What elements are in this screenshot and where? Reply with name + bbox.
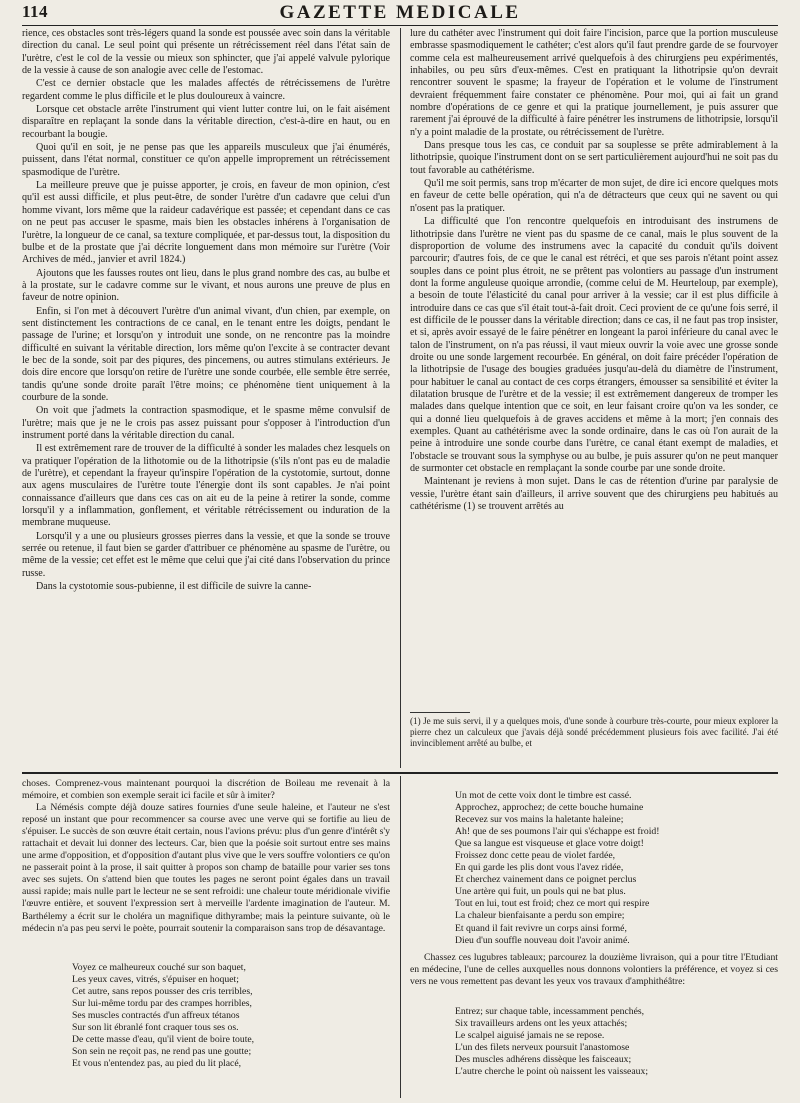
paragraph: Ajoutons que les fausses routes ont lieu, dans le plus grand nombre des cas, au bulbe et à la prostate, sur le cadavre comme sur le vivant, et nous aurons une preuve de plus en faveur de notre opinion. [22,267,390,304]
paragraph: C'est ce dernier obstacle que les malades affectés de rétrécissemens de l'urètre regardent comme le plus difficile et le plus douloureux à vaincre. [22,78,390,102]
paragraph: Il est extrêmement rare de trouver de la difficulté à sonder les malades chez lesquels on va pratiquer l'opération de la lithotomie ou de la lithotripsie (s'ils n'ont pas eu de maladie de l'urètre), et cependant la frayeur qu'inspire l'opération de la cystotomie, surtout, donne aux agens musculaires de l'urètre toute l'énergie dont ils sont capables. Je n'ai point connaissance d'ailleurs que dans ces cas on ait eu de la peine à retirer la sonde, comme lorsqu'il y a inflammation, gonflement, et véritable rétrécissement ou induration de la membrane muqueuse. [22,443,390,529]
paragraph: Lorsque cet obstacle arrête l'instrument qui vient lutter contre lui, on le fait aisément disparaître en replaçant la sonde dans la véritable direction, c'est-à-dire en haut, ou en recourbant la bougie. [22,104,390,140]
footnote-rule [410,712,470,713]
verse-line: La chaleur bienfaisante a perdu son empire; [455,910,625,922]
verse-line: Et vous n'entendez pas, au pied du lit placé, [72,1058,242,1070]
paragraph: Lorsqu'il y a une ou plusieurs grosses pierres dans la vessie, et que la sonde se trouve serrée ou retenue, il faut bien se garder d'attribuer ce phénomène au spasme de l'urètre, ou même de la vessie; cet effet est le même que celui que j'ai cité dans l'observation du prince russe. [22,530,390,579]
paragraph: Qu'il me soit permis, sans trop m'écarter de mon sujet, de dire ici encore quelques mots en faveur de cette belle opération, qui n'a de détracteurs que ceux qui ne savent ou qui n'osent pas la pratiquer. [410,178,778,214]
left-column [22,28,390,768]
footnote: (1) Je me suis servi, il y a quelques mois, d'une sonde à courbure très-courte, pour mieux explorer la pierre chez un calculeux que j'avais déjà sondé précédemment plusieurs fois avec facilité. J'ai été invinciblement arrêté au bulbe, et [410,716,778,749]
verse-line: Des muscles adhérens dissèque les faisceaux; [455,1054,632,1066]
verse-line: Dieu d'un souffle nouveau doit l'avoir animé. [455,934,630,946]
verse-line: Froissez donc cette peau de violet fardée, [455,850,616,862]
journal-title: GAZETTE MEDICALE [279,2,521,23]
paragraph: Dans presque tous les cas, ce conduit par sa souplesse se prête admirablement à la lithotripsie, quoique l'instrument dont on se sert particulièrement aujourd'hui ne soit pas du tout favorable au cathétérisme. [410,140,778,176]
verse-line: Approchez, approchez; de cette bouche humaine [455,802,644,814]
verse-line: De cette masse d'eau, qu'il vient de boire toute, [72,1034,255,1046]
page-number: 114 [22,2,49,21]
paragraph: Chassez ces lugubres tableaux; parcourez la douzième livraison, qui a pour titre l'Etudiant en médecine, l'une de celles auxquelles nous donnons volontiers la préférence, et voyez si ces vers ne vous remettent pas devant les yeux vos travaux d'amphithéâtre: [410,952,778,988]
verse-line: Entrez; sur chaque table, incessamment penchés, [455,1006,645,1017]
verse-line: Sur lui-même tordu par des crampes horribles, [72,998,252,1010]
paragraph: rience, ces obstacles sont très-légers quand la sonde est poussée avec soin dans la véritable direction du canal. Le seul point qui présente un rétrécissement réel dans l'état sain de l'urètre, c'est le col de la vessie ou mieux son sphincter, que j'ai appelé valvule pylorique de la vessie à cause de son analogie avec celle de l'estomac. [22,28,390,77]
paragraph: choses. Comprenez-vous maintenant pourquoi la discrétion de Boileau me revenait à la mémoire, et combien son exemple serait ici facile et sûr à imiter? [22,778,390,802]
verse-line: Sur son lit ébranlé font craquer tous ses os. [72,1022,239,1034]
verse-right-2 [455,1006,648,1078]
verse-line: Que sa langue est visqueuse et glace votre doigt! [455,838,644,850]
verse-line: Recevez sur vos mains la haletante haleine; [455,814,624,826]
column-divider [400,28,401,768]
feuilleton-left-text [22,778,390,960]
verse-line: Six travailleurs ardens ont les yeux attachés; [455,1018,628,1030]
paragraph: Quoi qu'il en soit, je ne pense pas que les appareils musculeux que j'ai énumérés, puissent, dans l'état normal, constituer ce qu'on appelle improprement un rétrécissement spasmodique de l'urètre. [22,142,390,178]
verse-line: L'un des filets nerveux poursuit l'anastomose [455,1042,630,1054]
paragraph: On voit que j'admets la contraction spasmodique, et le spasme même convulsif de l'urètre; mais que je ne le crois pas assez puissant pour s'opposer à l'introduction d'un instrument porté dans la véritable direction du canal. [22,405,390,441]
verse-line: Et quand il fait revivre un corps ainsi formé, [455,922,627,934]
verse-line: Un mot de cette voix dont le timbre est cassé. [455,790,632,801]
verse-line: Cet autre, sans repos pousser des cris terribles, [72,986,253,998]
paragraph: lure du cathéter avec l'instrument qui doit faire l'incision, parce que la portion musculeuse embrasse spasmodiquement le cathéter; c'est alors qu'il faut prendre garde de se fourvoyer comme cela est malheureusement arrivé quelquefois à des chirurgiens peu expérimentés, inhabiles, ou peu sûrs d'eux-mêmes. C'est en pratiquant la lithotripsie qu'on devrait rencontrer souvent le spasme; la frayeur de l'opération et le volume de l'instrument devraient fréquemment faire constater ce phénomène. Pour moi, qui ai fait un grand nombre d'opérations de ce genre et qui la pratique journellement, je puis assurer que rarement j'ai éprouvé de la difficulté à faire pénétrer les instrumens de lithotripsie, lorsqu'il n'y a point maladie de la prostate, ou rétrécissement de l'urètre. [410,28,778,138]
paragraph: Dans la cystotomie sous-pubienne, il est difficile de suivre la canne- [36,581,312,593]
feuilleton-divider [400,776,401,1098]
feuilleton-rule [22,772,778,774]
verse-line: En qui garde les plis dont vous l'avez ridée, [455,862,624,874]
header-rule [22,25,778,26]
right-column [410,28,778,708]
verse-line: Une artère qui fuit, un pouls qui ne bat plus. [455,886,626,898]
paragraph: La meilleure preuve que je puisse apporter, je crois, en faveur de mon opinion, c'est qu'il est aussi difficile, et plus peut-être, de sonder l'urètre d'un cadavre que celui d'un homme vivant, lors même que la raideur cadavérique est passée; et cependant dans ce cas on ne peut pas accuser le spasme, mais bien les obstacles inhérens à l'organisation de l'urètre, la longueur de ce canal, sa texture compliquée, et par-dessus tout, la disposition du bulbe et de la prostate que j'ai décrite longuement dans mon mémoire sur l'urètre (Voir Archives de méd., janvier et avril 1824.) [22,180,390,266]
verse-left [72,962,254,1070]
verse-right-1 [455,790,659,947]
feuilleton-right-text [410,952,778,1002]
verse-line: L'autre cherche le point où naissent les vaisseaux; [455,1066,649,1078]
paragraph: La difficulté que l'on rencontre quelquefois en introduisant des instrumens de lithotripsie dans l'urètre ne vient pas du spasme de ce canal, mais le plus souvent de la disproportion de volume des instrumens avec la capacité du conduit qu'ils doivent parcourir; d'autres fois, de ce que le canal est rétréci, et que ses parois n'étant point assez souples dans ce point plus étroit, ne se prêtent pas volontiers au passage d'un instrument dont la forme anguleuse quoique arrondie, (comme celui de M. Heurteloup, par exemple), a besoin de toute l'élasticité du canal pour arriver à la vessie; car il est plus difficile à introduire dans ce cas que s'il était tout-à-fait droit. Ceci provient de ce qu'une fois serré, il est difficile de le pousser dans la véritable direction; dans ce cas, il ne faut pas trop insister, et si, après avoir essayé de le faire pénétrer en longeant la paroi inférieure du canal avec le talon de l'instrument, on n'a pas réussi, il vaut mieux ouvrir la voie avec une grosse sonde droite ou une sonde largement recourbée. En général, on doit faire précéder l'opération de la lithotripsie de l'usage des bougies graduées jusqu'au-delà du diamètre de l'instrument, pour habituer le canal au contact de ces corps étrangers, émousser sa sensibilité et éviter la dilatation brusque de l'urètre et de la vessie; il est extrêmement dangereux de tromper les malades dans quelque intention que ce soit, en leur faisant croire qu'on va les sonder, ce qui a donné lieu quelquefois à de graves accidens et même à la mort; j'en connais des exemples. Quant au cathétérisme avec la sonde ordinaire, dans le cas où l'on aurait de la peine à introduire une sonde courbe dans l'urètre, ce canal étant exempt de maladies, et l'obstacle se trouvant sous la symphyse ou au bulbe, je puis assurer qu'on ne peut manquer de surmonter cet obstacle en remplaçant la sonde courbe par une sonde droite. [410,216,778,475]
paragraph: Maintenant je reviens à mon sujet. Dans le cas de rétention d'urine par paralysie de vessie, l'urètre étant sain d'ailleurs, il arrive souvent que des chirurgiens peu habitués au cathétérisme (1) se trouvent arrêtés au [410,476,778,513]
verse-line: Son sein ne reçoit pas, ne rend pas une goutte; [72,1046,252,1058]
verse-line: Le scalpel aiguisé jamais ne se repose. [455,1030,605,1042]
verse-line: Les yeux caves, vitrés, s'épuiser en hoquet; [72,974,239,986]
verse-line: Et cherchez vainement dans ce poignet perclus [455,874,637,886]
verse-line: Ses muscles contractés d'un affreux tétanos [72,1010,240,1022]
verse-line: Ah! que de ses poumons l'air qui s'échappe est froid! [455,826,660,838]
verse-line: Voyez ce malheureux couché sur son baquet, [72,962,246,973]
paragraph: La Némésis compte déjà douze satires fournies d'une seule haleine, et l'auteur ne s'est reposé un instant que pour recommencer sa course avec une verve qui se fortifie au lieu de s'épuiser. Le succès de son œuvre était certain, nous l'avions prévu: plus d'un genre d'intérêt s'y rattachait et devait lui donner des lecteurs. Car, bien que la poésie soit surtout entre ses mains une arme d'opposition, et d'opposition d'autant plus vive que le vers souffre volontiers ce qu'on ne passerait point à la prose, il sait quitter à propos son champ de bataille pour varier ses tons avec ses sujets. On s'attend bien que toutes les pages ne seront point égales dans un travail aussi rapide; mais nulle part le lecteur ne se sent refroidi: une chaleur toute méridionale vivifie l'œuvre entière, et souvent l'expression sert à merveille l'ardente imagination de l'auteur. M. Barthélemy a écrit sur le choléra un magnifique dithyrambe; mais la peinture suivante, où le médecin n'a pas peu servi le poète, pourrait soutenir la comparaison sans trop de désavantage. [22,802,390,934]
paragraph: Enfin, si l'on met à découvert l'urètre d'un animal vivant, d'un chien, par exemple, on sent distinctement les contractions de ce canal, en le tenant entre les doigts, pendant le passage de l'urine; et lorsqu'on y introduit une sonde, on ne rencontre pas la moindre difficulté en suivant la véritable direction, lors même qu'on l'excite à se contracter devant le bec de la sonde, soit par des piqures, des pincemens, ou autres stimulans extérieurs. Je dois dire encore que lorsqu'on retire de l'urètre une sonde courbée, elle semble être serrée, tandis qu'une sonde droite paraît l'être moins; ce phénomène tient uniquement à la courbure de la sonde. [22,305,390,403]
verse-line: Tout en lui, tout est froid; chez ce mort qui respire [455,898,650,910]
page-header [22,2,778,24]
